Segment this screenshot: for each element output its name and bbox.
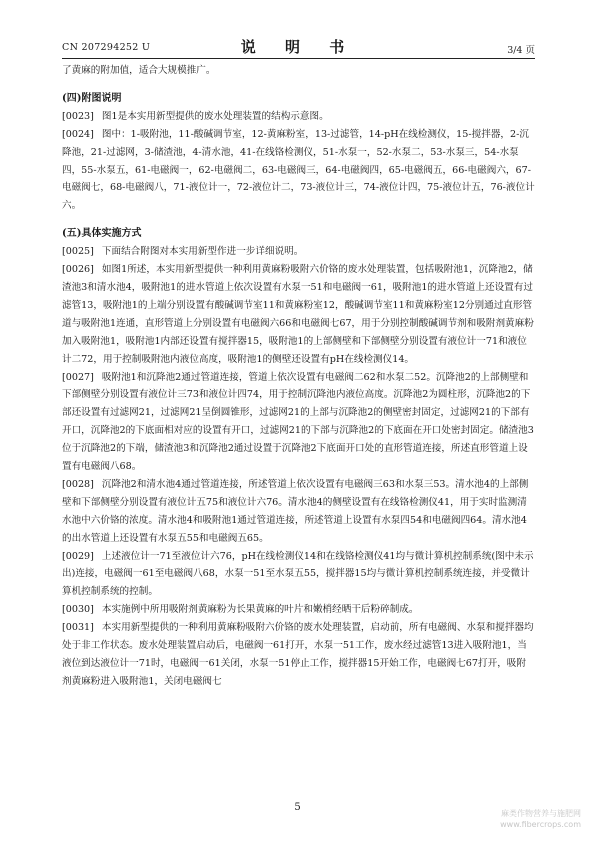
page-indicator: 3/4 页 (507, 45, 535, 56)
paragraph-tag: [0029] (62, 550, 94, 562)
paragraph-continued (62, 62, 535, 80)
document-title: 说 明 书 (240, 38, 357, 56)
watermark (500, 808, 581, 830)
paragraph (62, 476, 535, 548)
paragraph-tag: [0023] (62, 110, 94, 122)
paragraph (62, 108, 535, 126)
paragraph-tag: [0027] (62, 371, 94, 383)
paragraph-tag: [0026] (62, 264, 94, 276)
paragraph (62, 601, 535, 619)
document-body (62, 62, 535, 691)
paragraph (62, 619, 535, 691)
paragraph-text: 图1是本实用新型提供的废水处理装置的结构示意图。 (101, 110, 329, 122)
paragraph-tag: [0024] (62, 128, 94, 140)
paragraph-gap (62, 80, 535, 90)
patent-number: CN 207294252 U (62, 42, 151, 53)
paragraph (62, 548, 535, 602)
section-heading-text: (五)具体实施方式 (62, 228, 142, 240)
paragraph-text: 本实用新型提供的一种利用黄麻粉吸附六价铬的废水处理装置，启动前，所有电磁阀、水泵和搅拌器均处于非工作状态。废水处理装置启动后，电磁阀一61打开，水泵一51工作，废水经过滤管13进入吸附池1，当液位到达液位计一71时，电磁阀一61关闭，水泵一51停止工作，搅拌器15开始工作，电磁阀七67打开，吸附剂黄麻粉进入吸附池1，关闭电磁阀七 (62, 622, 534, 687)
paragraph-text: 下面结合附图对本实用新型作进一步详细说明。 (101, 246, 304, 258)
paragraph-tag: [0028] (62, 478, 94, 490)
paragraph-tag: [0031] (62, 622, 94, 634)
paragraph (62, 243, 535, 261)
paragraph-text: 了黄麻的附加值，适合大规模推广。 (62, 65, 216, 76)
paragraph-gap (62, 215, 535, 225)
section-heading (62, 90, 535, 108)
section-heading-text: (四)附图说明 (62, 92, 122, 104)
page-header (62, 36, 535, 58)
header-divider (62, 58, 535, 59)
paragraph-text: 如图1所述，本实用新型提供一种利用黄麻粉吸附六价铬的废水处理装置，包括吸附池1，沉降池2，储渣池3和清水池4，吸附池1的进水管道上依次设置有水泵一51和电磁阀一61，吸附池1的进水管道上还设置有过滤管13，吸附池1的上端分别设置有酸碱调节室11和黄麻粉室12，酸碱调节室11和黄麻粉室12分别通过直形管道与吸附池1连通，直形管道上分别设置有电磁阀六66和电磁阀七67，用于分别控制酸碱调节剂和吸附剂黄麻粉加入吸附池1，吸附池1内部还设置有搅拌器15，吸附池1的上部侧壁和下部侧壁分别设置有液位计一71和液位计二72，用于控制吸附池内液位高度，吸附池1的侧壁还设置有pH在线检测仪14。 (62, 264, 534, 365)
watermark-line-1: 麻类作物营养与施肥网 (501, 809, 581, 818)
watermark-line-2: www.fibercrops.com (500, 820, 581, 829)
page-number: 5 (294, 802, 301, 813)
paragraph-text: 本实施例中所用吸附剂黄麻粉为长果黄麻的叶片和嫩梢经晒干后粉碎制成。 (101, 604, 419, 616)
section-heading (62, 225, 535, 243)
paragraph-text: 吸附池1和沉降池2通过管道连接，管道上依次设置有电磁阀二62和水泵二52。沉降池2的上部侧壁和下部侧壁分别设置有液位计三73和液位计四74，用于控制沉降池内液位高度。沉降池2为圆柱形，沉降池2的下部还设置有过滤网21，过滤网21呈倒圆锥形，过滤网21的上部与沉降池2的侧壁密封固定，过滤网21的下部有开口，沉降池2的下底面相对应的设置有开口，过滤网21的下部与沉降池2的下底面在开口处密封固定。储渣池3位于沉降池2的下端，储渣池3和沉降池2通过设置于沉降池2下底面开口处的直形管道连接，所述直形管道上设置有电磁阀八68。 (62, 371, 534, 473)
paragraph-tag: [0030] (62, 604, 94, 616)
paragraph-text: 图中：1-吸附池，11-酸碱调节室，12-黄麻粉室，13-过滤管，14-pH在线检测仪，15-搅拌器，2-沉降池，21-过滤网，3-储渣池，4-清水池，41-在线铬检测仪，51-水泵一，52-水泵二，53-水泵三，54-水泵四，55-水泵五，61-电磁阀一，62-电磁阀二，63-电磁阀三，64-电磁阀四，65-电磁阀五，66-电磁阀六，67-电磁阀七，68-电磁阀八，71-液位计一，72-液位计二，73-液位计三，74-液位计四，75-液位计五，76-液位计六。 (62, 128, 535, 212)
paragraph-text: 沉降池2和清水池4通过管道连接，所述管道上依次设置有电磁阀三63和水泵三53。清水池4的上部侧壁和下部侧壁分别设置有液位计五75和液位计六76。清水池4的侧壁设置有在线铬检测仪41，用于实时监测清水池中六价铬的浓度。清水池4和吸附池1通过管道连接，所述管道上设置有水泵四54和电磁阀四64。清水池4的出水管道上还设置有水泵五55和电磁阀五65。 (62, 478, 529, 544)
paragraph (62, 369, 535, 476)
paragraph-tag: [0025] (62, 246, 94, 258)
paragraph (62, 126, 535, 216)
paragraph-text: 上述液位计一71至液位计六76，pH在线检测仪14和在线铬检测仪41均与微计算机控制系统(图中未示出)连接，电磁阀一61至电磁阀八68，水泵一51至水泵五55，搅拌器15均与微计算机控制系统连接，并受微计算机控制系统的控制。 (62, 550, 534, 598)
paragraph (62, 261, 535, 368)
